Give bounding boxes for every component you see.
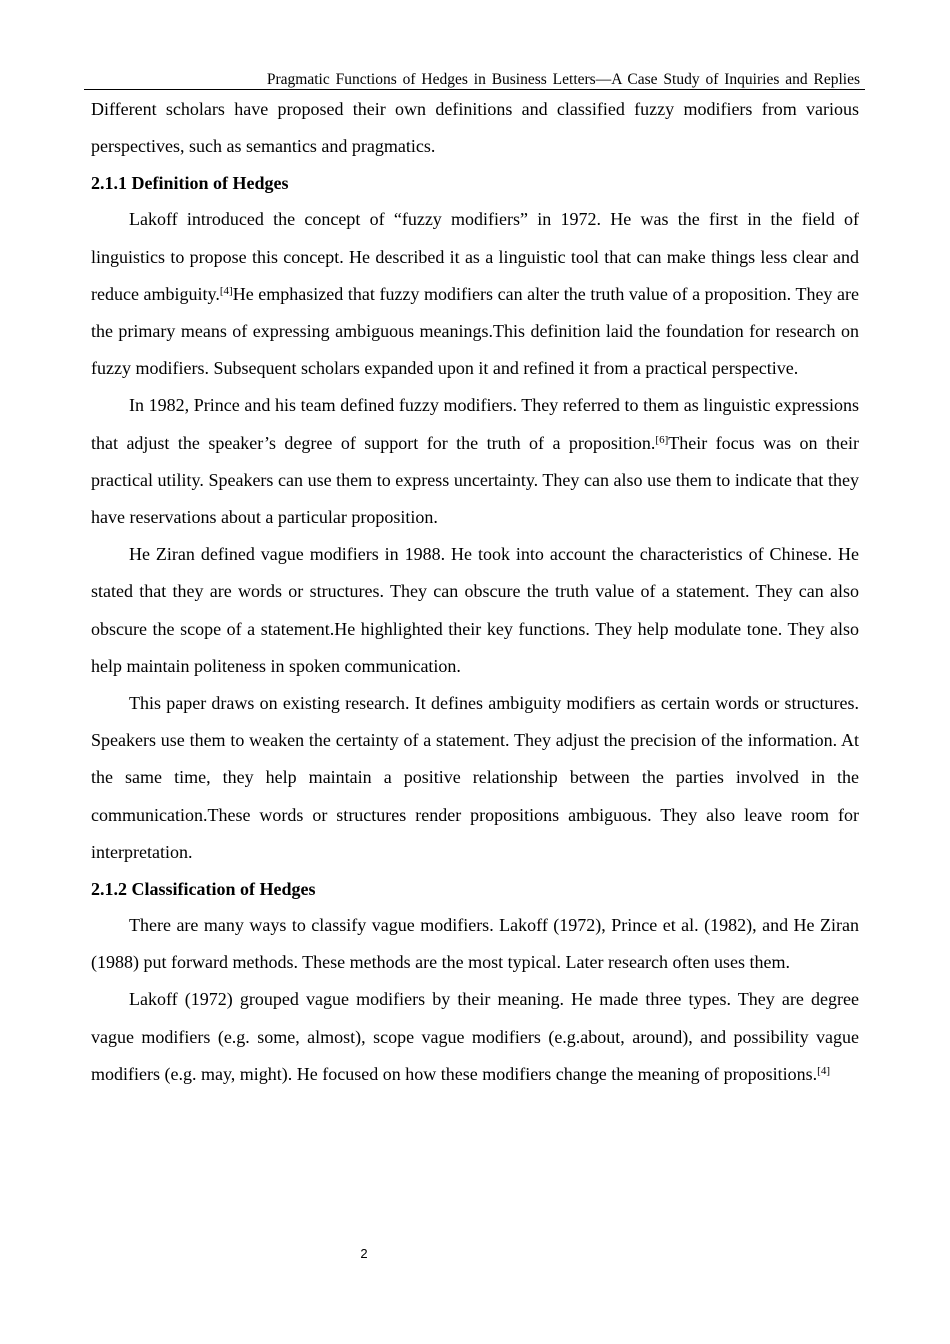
- page-number: 2: [360, 1246, 368, 1261]
- running-header: Pragmatic Functions of Hedges in Business Letters—A Case Study of Inquiries and Replies: [84, 70, 865, 90]
- section-heading-definition: 2.1.1 Definition of Hedges: [91, 173, 289, 194]
- citation-marker: [6]: [655, 433, 669, 446]
- page-body: [91, 91, 859, 1093]
- paragraph-prince-definition: [91, 387, 859, 536]
- paragraph-text: Lakoff introduced the concept of “fuzzy modifiers” in 1972. He was the first in the field of linguistics to propose this concept. He described it as a linguistic tool that can make things less clear and reduce ambiguity.: [91, 209, 859, 304]
- intro-paragraph: Different scholars have proposed their own definitions and classified fuzzy modifiers from various perspectives, such as semantics and pragmatics.: [91, 99, 859, 157]
- paragraph-classification-intro: There are many ways to classify vague modifiers. Lakoff (1972), Prince et al. (1982), and He Ziran (1988) put forward methods. These methods are the most typical. Later research often uses them.: [91, 915, 859, 973]
- citation-marker: [4]: [817, 1064, 830, 1077]
- paragraph-he-ziran-definition: He Ziran defined vague modifiers in 1988. He took into account the characteristics of Chinese. He stated that they are words or structures. They can obscure the truth value of a statement. They can also obscure the scope of a statement.He highlighted their key functions. They help modulate tone. They also help maintain politeness in spoken communication.: [91, 544, 859, 676]
- paragraph-text: He emphasized that fuzzy modifiers can alter the truth value of a proposition. They are the primary means of expressing ambiguous meanings.This definition laid the foundation for research on fuzzy modifiers. Subsequent scholars expanded upon it and refined it from a practical perspective.: [91, 283, 859, 379]
- paragraph-paper-definition: This paper draws on existing research. It defines ambiguity modifiers as certain words or structures. Speakers use them to weaken the certainty of a statement. They adjust the precision of the information. At the same time, they help maintain a positive relationship between the parties involved in the communication.These words or structures render propositions ambiguous. They also leave room for interpretation.: [91, 693, 859, 862]
- citation-marker: [4]: [219, 284, 233, 297]
- paragraph-text: Lakoff (1972) grouped vague modifiers by their meaning. He made three types. They are degree vague modifiers (e.g. some, almost), scope vague modifiers (e.g.about, around), and possibility vague modifiers (e.g. may, might). He focused on how these modifiers change the meaning of propositions.: [91, 989, 859, 1084]
- paragraph-text: In 1982, Prince and his team defined fuzzy modifiers. They referred to them as linguistic expressions that adjust the speaker’s degree of support for the truth of a proposition.: [91, 395, 859, 453]
- paragraph-lakoff-definition: [91, 201, 859, 387]
- paragraph-text: Their focus was on their practical utility. Speakers can use them to express uncertainty. They can also use them to indicate that they have reservations about a particular proposition.: [91, 432, 859, 528]
- section-heading-classification: 2.1.2 Classification of Hedges: [91, 879, 316, 900]
- paragraph-lakoff-classification: [91, 981, 859, 1093]
